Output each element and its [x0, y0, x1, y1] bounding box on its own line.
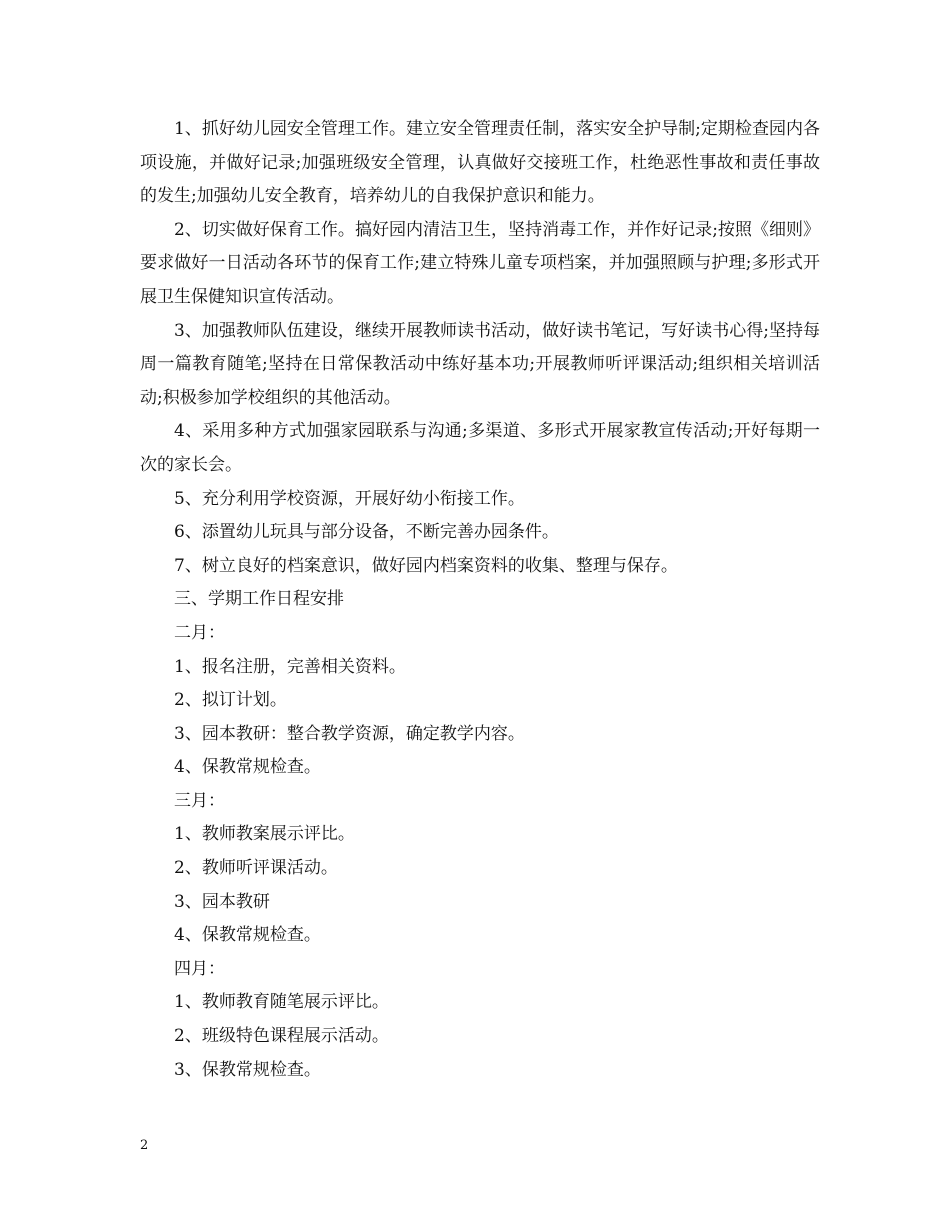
list-item: 2、教师听评课活动。 [174, 858, 338, 879]
list-item: 7、树立良好的档案意识，做好园内档案资料的收集、整理与保存。 [174, 555, 678, 576]
month-heading-april: 四月： [174, 958, 225, 979]
list-item: 5、充分利用学校资源，开展好幼小衔接工作。 [174, 488, 525, 509]
list-item: 4、保教常规检查。 [174, 925, 321, 946]
paragraph-teachers: 3、加强教师队伍建设，继续开展教师读书活动，做好读书笔记，写好读书心得;坚持每周一篇教育随笔;坚持在日常保教活动中练好基本功;开展教师听评课活动;组织相关培训活动;积极参加学校组织的其他活动。 [140, 320, 820, 408]
paragraph-care: 2、切实做好保育工作。搞好园内清洁卫生，坚持消毒工作，并作好记录;按照《细则》要求做好一日活动各环节的保育工作;建立特殊儿童专项档案，并加强照顾与护理;多形式开展卫生保健知识宣传活动。 [140, 219, 820, 307]
list-item: 4、保教常规检查。 [174, 757, 321, 778]
list-item: 2、班级特色课程展示活动。 [174, 1026, 389, 1047]
month-heading-february: 二月： [174, 622, 225, 643]
document-body [140, 113, 820, 1087]
list-item: 3、园本教研：整合教学资源，确定教学内容。 [174, 723, 525, 744]
list-item: 1、报名注册，完善相关资料。 [174, 656, 406, 677]
paragraph-safety: 1、抓好幼儿园安全管理工作。建立安全管理责任制，落实安全护导制;定期检查园内各项设施，并做好记录;加强班级安全管理，认真做好交接班工作，杜绝恶性事故和责任事故的发生;加强幼儿安全教育，培养幼儿的自我保护意识和能力。 [140, 119, 820, 207]
list-item: 1、教师教育随笔展示评比。 [174, 992, 389, 1013]
list-item: 3、保教常规检查。 [174, 1059, 321, 1080]
page-number: 2 [140, 1138, 149, 1153]
paragraph-home-school: 4、采用多种方式加强家园联系与沟通;多渠道、多形式开展家教宣传活动;开好每期一次的家长会。 [140, 421, 820, 475]
list-item: 1、教师教案展示评比。 [174, 824, 355, 845]
section-heading: 三、学期工作日程安排 [174, 589, 344, 610]
list-item: 3、园本教研 [174, 891, 270, 912]
list-item: 6、添置幼儿玩具与部分设备，不断完善办园条件。 [174, 522, 559, 543]
month-heading-march: 三月： [174, 790, 225, 811]
list-item: 2、拟订计划。 [174, 690, 287, 711]
